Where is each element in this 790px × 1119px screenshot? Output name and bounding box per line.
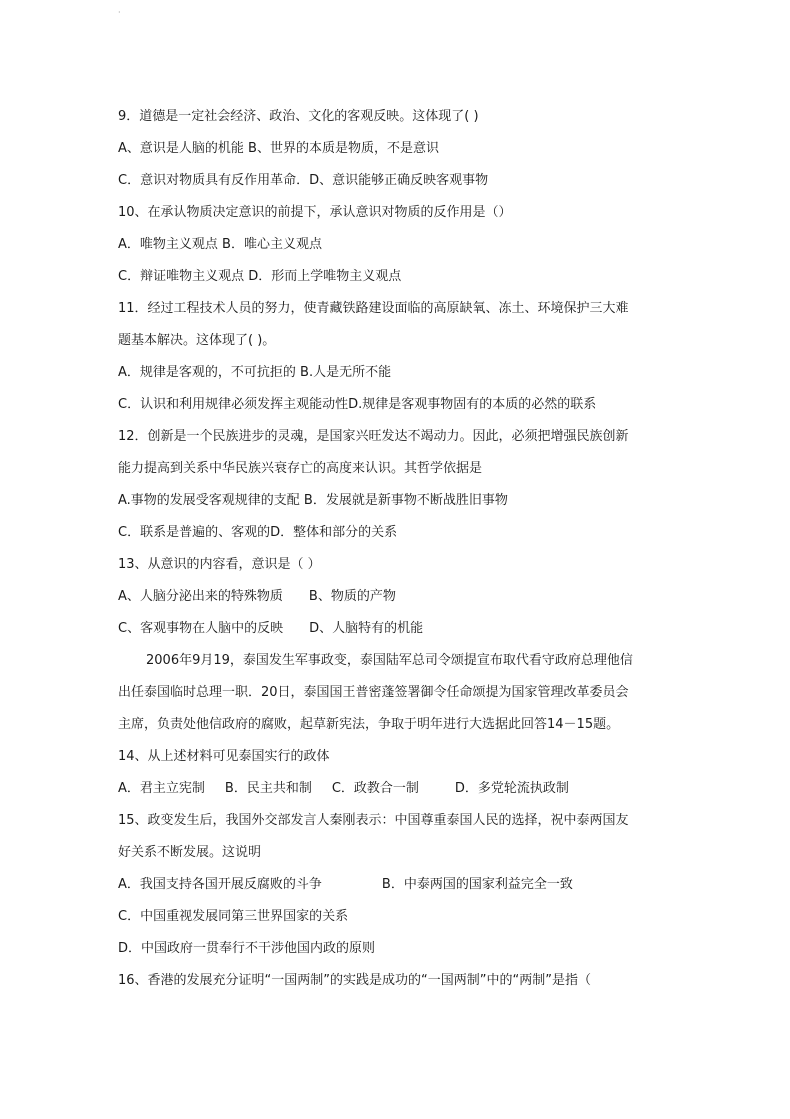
- corner-mark: ·: [118, 8, 121, 17]
- q15-option-d: D．中国政府一贯奉行不干涉他国内政的原则: [118, 941, 376, 956]
- passage-line-1: 2006年9月19，泰国发生军事政变，泰国陆军总司令颂提宣布取代看守政府总理他信: [146, 653, 633, 668]
- q10-options-ab: A．唯物主义观点 B．唯心主义观点: [118, 237, 322, 252]
- q15-stem-line-1: 15、政变发生后，我国外交部发言人秦刚表示：中国尊重泰国人民的选择，祝中泰两国友: [118, 813, 629, 828]
- q14-stem: 14、从上述材料可见泰国实行的政体: [118, 749, 330, 764]
- q13-options-ab: [118, 586, 678, 618]
- q13-option-c: C、客观事物在人脑中的反映: [118, 621, 284, 636]
- q13-option-a: A、人脑分泌出来的特殊物质: [118, 589, 283, 604]
- q14-option-a: A．君主立宪制: [118, 781, 205, 796]
- q14-option-b: B．民主共和制: [224, 781, 312, 796]
- q14-option-c: C．政教合一制: [331, 781, 419, 796]
- question-list: [118, 106, 678, 1002]
- q9-stem: 9．道德是一定社会经济、政治、文化的客观反映。这体现了( ): [118, 109, 479, 124]
- q9-options-cd: C．意识对物质具有反作用革命．D、意识能够正确反映客观事物: [118, 173, 489, 188]
- q11-options-ab: A．规律是客观的，不可抗拒的 B.人是无所不能: [118, 365, 392, 380]
- q15-option-b: B．中泰两国的国家利益完全一致: [381, 877, 573, 892]
- q12-options-ab: A.事物的发展受客观规律的支配 B．发展就是新事物不断战胜旧事物: [118, 493, 508, 508]
- q13-option-d: D、人脑特有的机能: [309, 621, 424, 636]
- q10-stem: 10、在承认物质决定意识的前提下，承认意识对物质的反作用是（）: [118, 205, 512, 220]
- q11-stem-line-1: 11．经过工程技术人员的努力，使青藏铁路建设面临的高原缺氧、冻土、环境保护三大难: [118, 301, 629, 316]
- q12-stem-line-1: 12．创新是一个民族进步的灵魂，是国家兴旺发达不竭动力。因此，必须把增强民族创新: [118, 429, 629, 444]
- q13-options-cd: [118, 618, 678, 650]
- q9-options-ab: A、意识是人脑的机能 B、世界的本质是物质，不是意识: [118, 141, 439, 156]
- passage-line-2: 出任泰国临时总理一职．20日，泰国国王普密蓬签署御令任命颂提为国家管理改革委员会: [118, 685, 629, 700]
- q15-options-ab: [118, 874, 678, 906]
- q15-option-c: C．中国重视发展同第三世界国家的关系: [118, 909, 349, 924]
- q10-options-cd: C．辩证唯物主义观点 D．形而上学唯物主义观点: [118, 269, 402, 284]
- q15-option-a: A．我国支持各国开展反腐败的斗争: [118, 877, 322, 892]
- q12-stem-line-2: 能力提高到关系中华民族兴衰存亡的高度来认识。其哲学依据是: [118, 461, 483, 476]
- q13-option-b: B、物质的产物: [308, 589, 396, 604]
- q11-stem-line-2: 题基本解决。这体现了( )。: [118, 333, 276, 348]
- q15-stem-line-2: 好关系不断发展。这说明: [118, 845, 262, 860]
- q14-option-d: D．多党轮流执政制: [454, 781, 569, 796]
- q12-options-cd: C．联系是普遍的、客观的D．整体和部分的关系: [118, 525, 398, 540]
- q16-stem: 16、香港的发展充分证明“一国两制”的实践是成功的“一国两制”中的“两制”是指（: [118, 973, 591, 988]
- passage-line-3: 主席，负责处他信政府的腐败，起草新宪法，争取于明年进行大选据此回答14－15题。: [118, 717, 620, 732]
- q13-stem: 13、从意识的内容看，意识是（ ）: [118, 557, 321, 572]
- q11-options-cd: C．认识和利用规律必须发挥主观能动性D.规律是客观事物固有的本质的必然的联系: [118, 397, 597, 412]
- q14-options: [118, 778, 678, 810]
